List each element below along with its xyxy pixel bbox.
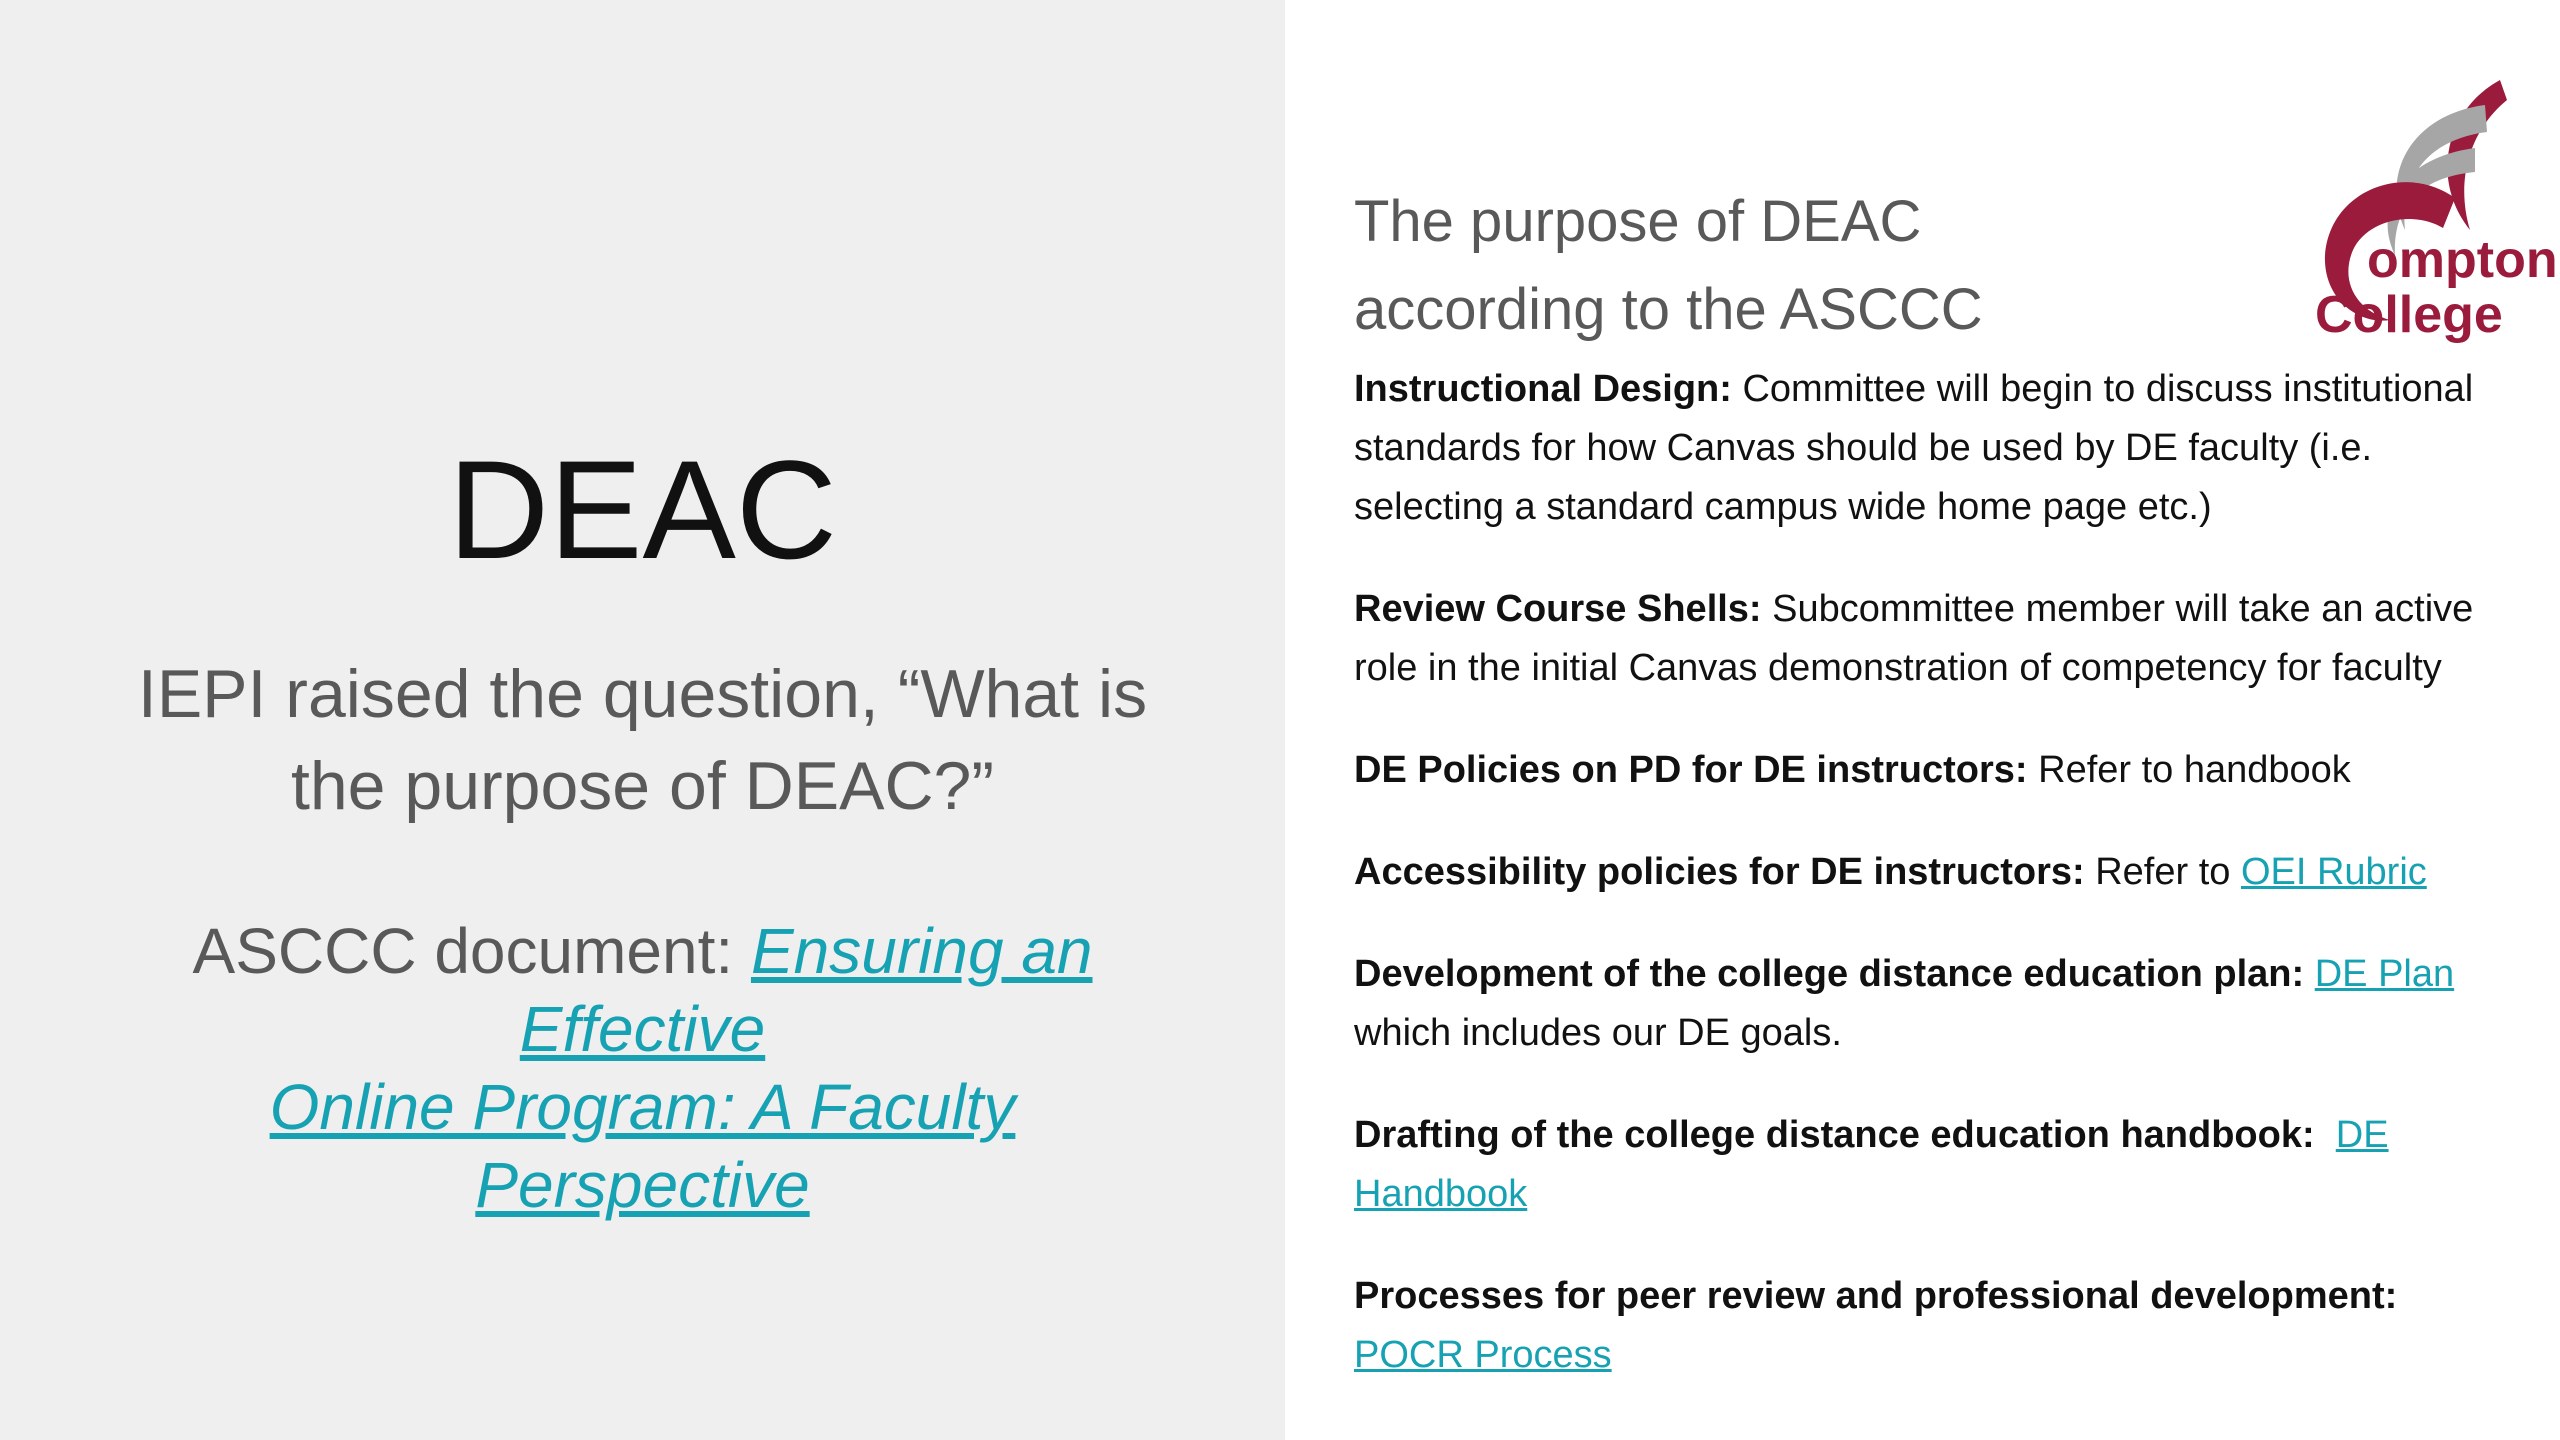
question-line-1: IEPI raised the question, “What is	[137, 656, 1148, 732]
item-text-after: which includes our DE goals.	[1354, 1012, 1842, 1054]
list-item	[1354, 741, 2504, 800]
list-item	[1354, 945, 2504, 1063]
item-label: Accessibility policies for DE instructors:	[1354, 851, 2085, 893]
item-label: Drafting of the college distance education handbook:	[1354, 1114, 2315, 1156]
list-item	[1354, 360, 2504, 537]
item-label: Development of the college distance education plan:	[1354, 953, 2305, 995]
doc-prefix: ASCCC document:	[192, 915, 751, 987]
right-title-line-2: according to the ASCCC	[1354, 277, 1983, 342]
question-line-2: the purpose of DEAC?”	[290, 748, 995, 824]
list-item	[1354, 1106, 2504, 1224]
doc-link-line-1[interactable]: Ensuring an Effective	[519, 915, 1093, 1065]
item-text	[2304, 953, 2315, 995]
item-text: Refer to	[2084, 851, 2241, 893]
right-title	[1354, 178, 2154, 354]
item-text: Subcommittee member will take an active role in the initial Canvas demonstration of competency for faculty	[1354, 588, 2474, 689]
question-text	[110, 648, 1175, 832]
logo-text-line-2: College	[2315, 286, 2503, 344]
oei-rubric-link[interactable]: OEI Rubric	[2240, 851, 2427, 893]
logo-text-line-1: ompton	[2367, 231, 2558, 289]
purpose-list	[1354, 360, 2504, 1428]
doc-link-line-2[interactable]: Online Program: A Faculty Perspective	[269, 1071, 1016, 1221]
compton-college-logo-icon	[2295, 70, 2558, 350]
pocr-process-link[interactable]: POCR Process	[1354, 1334, 1612, 1376]
list-item	[1354, 580, 2504, 698]
list-item	[1354, 1267, 2504, 1385]
de-handbook-link[interactable]: DE Handbook	[1354, 1114, 2389, 1215]
asccc-document-line	[100, 912, 1185, 1224]
slide-title: DEAC	[448, 431, 837, 588]
compton-college-logo	[2295, 70, 2558, 350]
list-item	[1354, 843, 2504, 902]
item-text	[2315, 1114, 2336, 1156]
item-label: DE Policies on PD for DE instructors:	[1354, 749, 2028, 791]
item-text: Refer to handbook	[2027, 749, 2351, 791]
right-title-line-1: The purpose of DEAC	[1354, 189, 1922, 254]
item-label: Processes for peer review and professional development:	[1354, 1275, 2398, 1317]
de-plan-link[interactable]: DE Plan	[2314, 953, 2455, 995]
item-label: Review Course Shells:	[1354, 588, 1762, 630]
item-text: Committee will begin to discuss institutional standards for how Canvas should be used by DE faculty (i.e. selecting a standard campus wide home page etc.)	[1354, 368, 2474, 528]
item-label: Instructional Design:	[1354, 368, 1732, 410]
